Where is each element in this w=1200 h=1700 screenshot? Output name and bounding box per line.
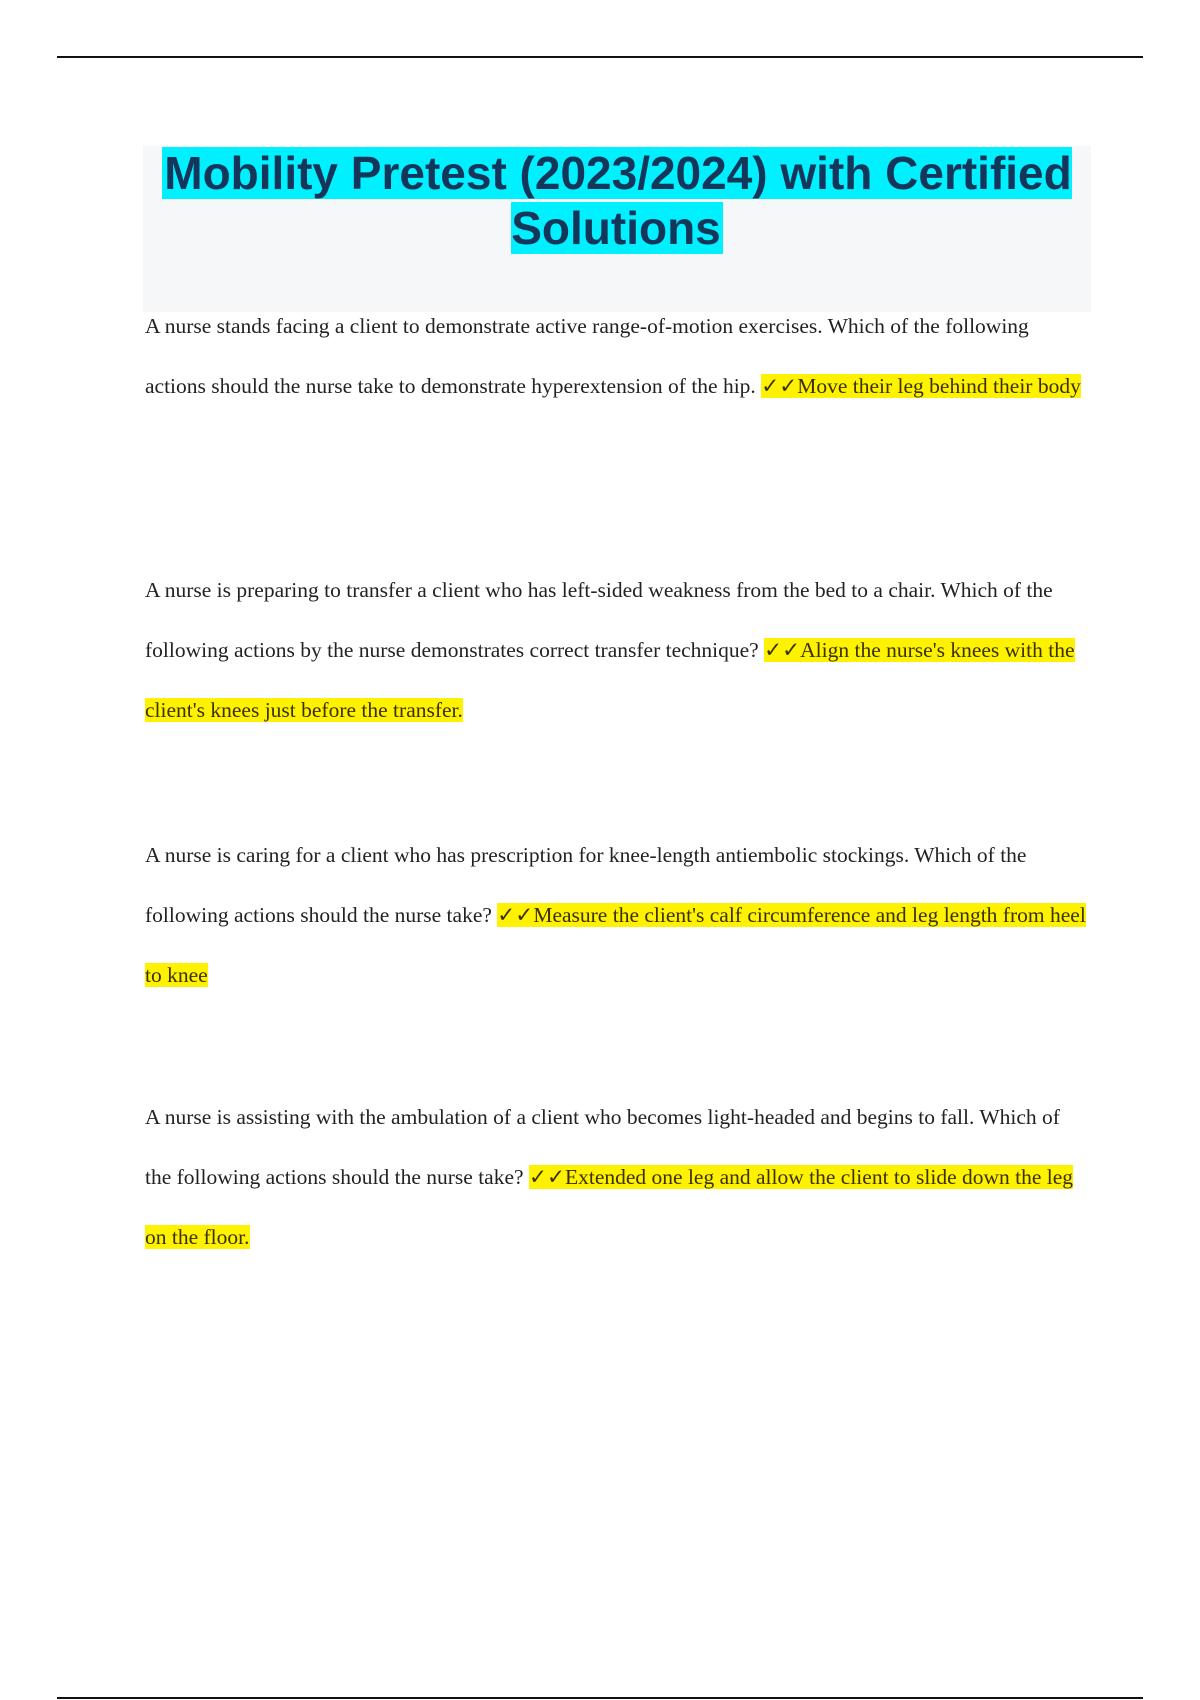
bottom-rule	[57, 1697, 1143, 1699]
answer-4-highlight: ✓✓Extended one leg and allow the client to slide down the leg on the floor.	[145, 1165, 1074, 1249]
question-3-text: A nurse is caring for a client who has prescription for knee-length antiembolic stockings. Which of the following actions should the nurse take?	[145, 843, 1027, 927]
question-4	[145, 1087, 1090, 1267]
question-4-text: A nurse is assisting with the ambulation of a client who becomes light-headed and begins to fall. Which of the following actions should the nurse take?	[145, 1105, 1060, 1189]
answer-3-highlight: ✓✓Measure the client's calf circumference and leg length from heel to knee	[145, 903, 1086, 987]
title-highlight: Mobility Pretest (2023/2024) with Certified Solutions	[164, 147, 1072, 254]
question-2	[145, 560, 1090, 740]
question-2-text: A nurse is preparing to transfer a client who has left-sided weakness from the bed to a chair. Which of the following actions by the nurse demonstrates correct transfer technique?	[145, 578, 1053, 662]
top-rule	[57, 56, 1143, 58]
answer-1-highlight: ✓✓Move their leg behind their body	[761, 374, 1081, 398]
question-1-text: A nurse stands facing a client to demonstrate active range-of-motion exercises. Which of the following actions should the nurse take to demonstrate hyperextension of the hip.	[145, 314, 1029, 398]
question-1	[145, 296, 1090, 416]
page-title	[143, 146, 1091, 256]
question-3	[145, 825, 1090, 1005]
title-band	[143, 146, 1091, 312]
answer-2-highlight: ✓✓Align the nurse's knees with the client's knees just before the transfer.	[145, 638, 1075, 722]
